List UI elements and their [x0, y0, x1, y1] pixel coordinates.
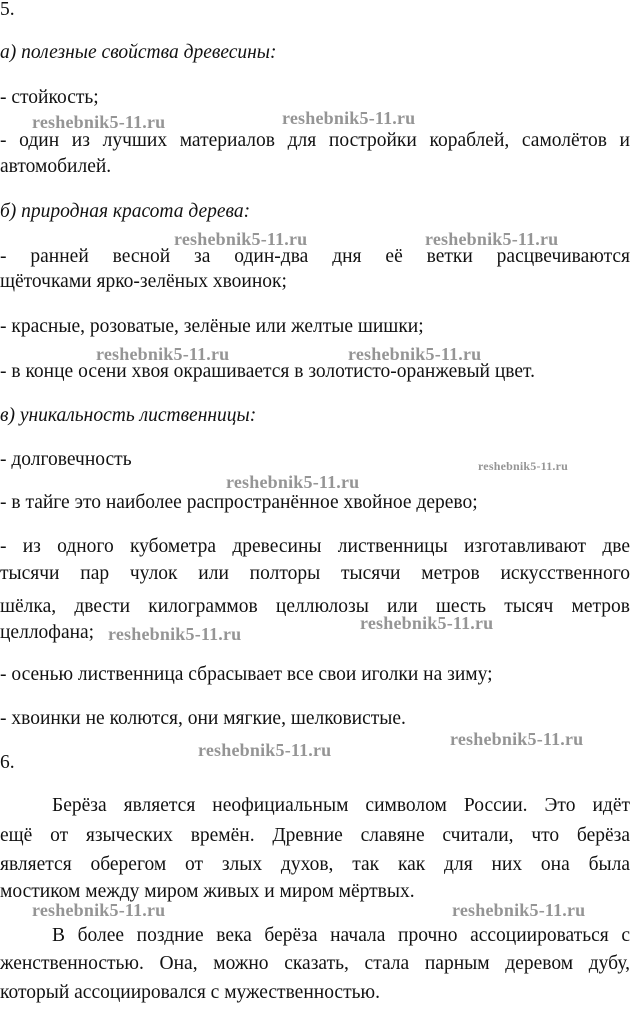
paragraph-1-line3: является оберегом от злых духов, так как для них она была — [0, 854, 630, 875]
watermark: reshebnik5-11.ru — [452, 900, 586, 920]
list-item-best-material-line2: автомобилей. — [0, 156, 112, 177]
watermark: reshebnik5-11.ru — [32, 112, 166, 132]
watermark: reshebnik5-11.ru — [108, 624, 242, 644]
watermark: reshebnik5-11.ru — [360, 613, 494, 633]
list-item-autumn-needles: - в конце осени хвоя окрашивается в золотисто-оранжевый цвет. — [0, 361, 535, 382]
list-item-cubic-meter-line1: - из одного кубометра древесины лиственницы изготавливают две — [0, 536, 630, 557]
watermark: reshebnik5-11.ru — [348, 344, 482, 364]
list-item-soft-needles: - хвоинки не колются, они мягкие, шелковистые. — [0, 708, 406, 729]
list-item-cones: - красные, розоватые, зелёные или желтые шишки; — [0, 316, 424, 337]
watermark: reshebnik5-11.ru — [425, 229, 559, 249]
list-item-spring-line1: - ранней весной за один-два дня её ветки расцвечиваются — [0, 246, 630, 267]
paragraph-2-line2: женственностью. Она, можно сказать, стала парным деревом дубу, — [0, 953, 630, 974]
watermark: reshebnik5-11.ru — [174, 229, 308, 249]
section-number-6: 6. — [0, 752, 15, 773]
paragraph-2-line1: В более поздние века берёза начала прочно ассоциироваться с — [52, 925, 630, 946]
list-item-best-material-line1: - один из лучших материалов для постройки кораблей, самолётов и — [0, 130, 630, 151]
list-item-shed-needles: - осенью лиственница сбрасывает все свои иголки на зиму; — [0, 664, 493, 685]
heading-larch-uniqueness: в) уникальность лиственницы: — [0, 405, 257, 426]
watermark: reshebnik5-11.ru — [226, 472, 360, 492]
paragraph-2-line3: который ассоциировался с мужественностью. — [0, 982, 380, 1003]
list-item-cubic-meter-line3: шёлка, двести килограммов целлюлозы или шесть тысяч метров — [0, 596, 630, 617]
heading-natural-beauty: б) природная красота дерева: — [0, 201, 251, 222]
heading-useful-properties: а) полезные свойства древесины: — [0, 42, 277, 63]
list-item-durability: - стойкость; — [0, 87, 99, 108]
list-item-cubic-meter-line2: тысячи пар чулок или полторы тысячи метров искусственного — [0, 563, 630, 584]
list-item-cubic-meter-line4: целлофана; — [0, 622, 95, 643]
paragraph-1-line2: ещё от языческих времён. Древние славяне считали, что берёза — [0, 825, 630, 846]
section-number-5: 5. — [0, 0, 15, 20]
watermark: reshebnik5-11.ru — [32, 900, 166, 920]
watermark: reshebnik5-11.ru — [198, 740, 332, 760]
list-item-longevity: - долговечность — [0, 449, 132, 470]
list-item-spring-line2: щёточками ярко-зелёных хвоинок; — [0, 271, 287, 292]
watermark: reshebnik5-11.ru — [478, 459, 568, 473]
paragraph-1-line4: мостиком между миром живых и миром мёртвых. — [0, 881, 415, 902]
paragraph-1-line1: Берёза является неофициальным символом России. Это идёт — [52, 795, 630, 816]
watermark: reshebnik5-11.ru — [96, 344, 230, 364]
watermark: reshebnik5-11.ru — [450, 729, 584, 749]
list-item-taiga: - в тайге это наиболее распространённое хвойное дерево; — [0, 492, 478, 513]
watermark: reshebnik5-11.ru — [282, 108, 416, 128]
